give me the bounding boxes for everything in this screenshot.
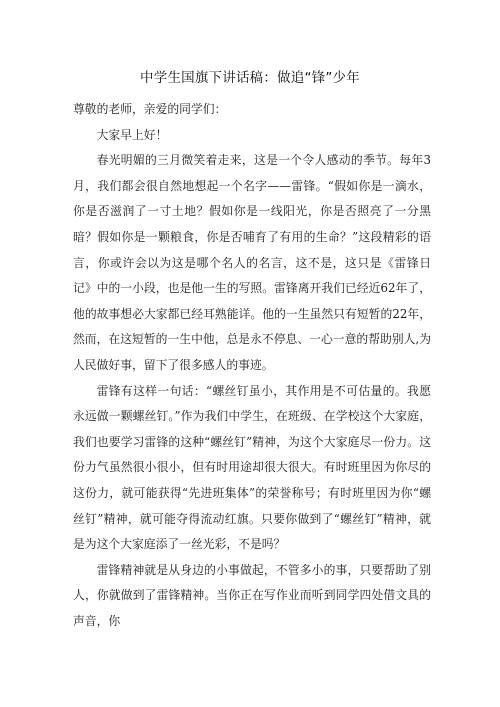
document-body [73, 97, 431, 634]
salutation: 尊敬的老师，亲爱的同学们： [73, 102, 227, 116]
paragraph-greeting: 大家早上好！ [96, 127, 168, 142]
paragraph-3: 雷锋精神就是从身边的小事做起，不管多小的事，只要帮助了别人，你就做到了雷锋精神。当你正在写作业而听到同学四处借文具的声音，你 [73, 562, 431, 628]
document-title: 中学生国旗下讲话稿：做追“锋”少年 [140, 70, 360, 86]
paragraph-1: 春光明媚的三月微笑着走来，这是一个令人感动的季节。每年3月，我们都会很自然地想起一个名字——雷锋。“假如你是一滴水，你是否滋润了一寸土地？假如你是一线阳光，你是否照亮了一分黑暗？假如你是一颗粮食，你是否哺育了有用的生命？”这段精彩的语言，你或许会以为这是哪个名人的名言，这不是，这只是《雷锋日记》中的一小段，也是他一生的写照。雷锋离开我们已经近62年了，他的故事想必大家都已经耳熟能详。他的一生虽然只有短暂的22年，然而，在这短暂的一生中他，总是永不停息、一心一意的帮助别人,为人民做好事，留下了很多感人的事迹。 [73, 153, 431, 372]
paragraph-2: 雷锋有这样一句话：“螺丝钉虽小，其作用是不可估量的。我愿永远做一颗螺丝钉。”作为我们中学生，在班级、在学校这个大家庭，我们也要学习雷锋的这种“螺丝钉”精神，为这个大家庭尽一份力。这份力气虽然很小很小，但有时用途却很大很大。有时班里因为你尽的这份力，就可能获得“先进班集体”的荣誉称号；有时班里因为你“螺丝钉”精神，就可能夺得流动红旗。只要你做到了“螺丝钉”精神，就是为这个大家庭添了一丝光彩，不是吗？ [73, 383, 431, 552]
